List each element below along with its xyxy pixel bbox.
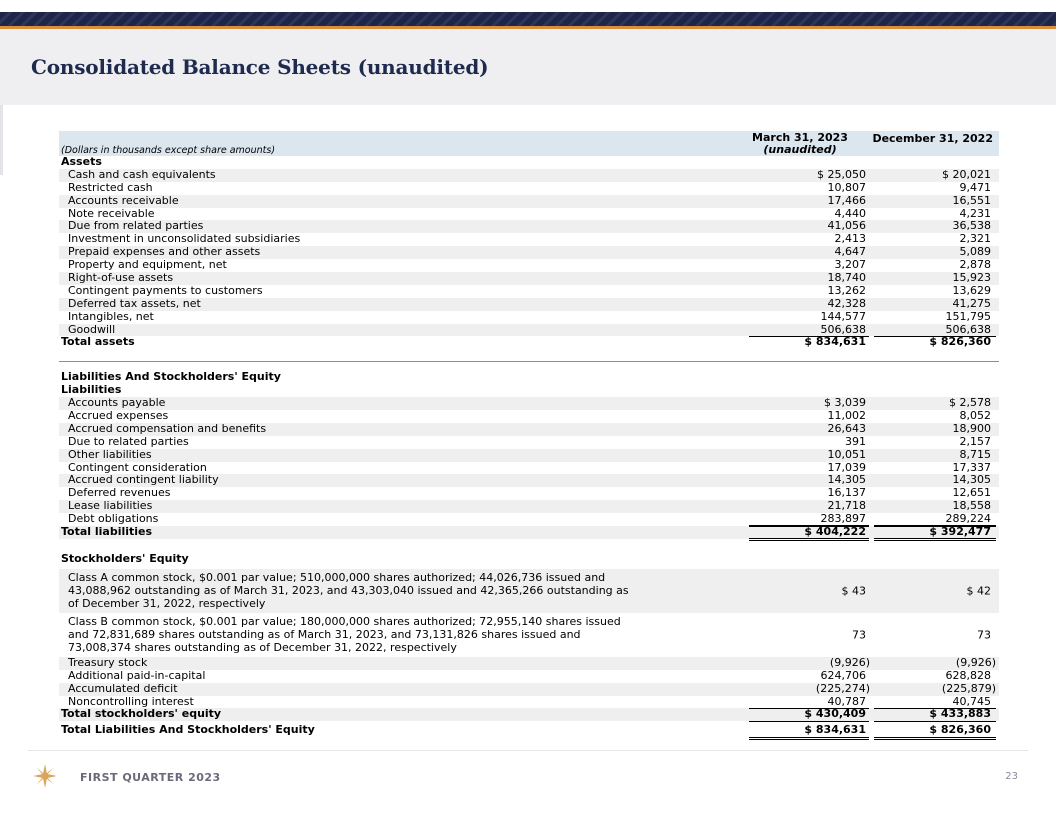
- value-march-2023: 506,638: [820, 322, 866, 336]
- left-edge-decoration: [0, 105, 3, 175]
- class-b-stock-row: [59, 613, 999, 657]
- value-march-2023: 40,787: [827, 694, 866, 708]
- section-heading-assets: [59, 156, 999, 169]
- value-march-2023: 3,207: [834, 258, 866, 272]
- value-dec-2022: 73: [977, 628, 991, 642]
- section-label: Liabilities: [61, 383, 122, 397]
- underline: [874, 721, 996, 722]
- value-march-2023: $ 430,409: [804, 707, 866, 721]
- table-row: [59, 285, 999, 298]
- footer-divider: [28, 750, 1028, 751]
- value-dec-2022: $ 392,477: [929, 525, 991, 539]
- row-label: Class B common stock, $0.001 par value; 180,000,000 shares authorized; 72,955,140 shares issued and 72,831,689 shares outstanding as of March 31, 2023, and 73,131,826 shares issued and 73,008,374 shares outstanding as of December 31, 2022, respectively: [68, 614, 621, 654]
- value-march-2023: 16,137: [827, 486, 866, 500]
- value-march-2023: $ 3,039: [824, 396, 866, 410]
- table-row: [59, 311, 999, 324]
- top-banner-stripe: [0, 12, 1056, 26]
- value-march-2023: 4,647: [834, 245, 866, 259]
- row-label: Accrued compensation and benefits: [68, 421, 267, 435]
- value-dec-2022: 2,321: [959, 232, 991, 246]
- value-march-2023: $ 43: [841, 584, 866, 598]
- value-march-2023: $ 25,050: [817, 167, 866, 181]
- value-dec-2022: 5,089: [959, 245, 991, 259]
- total-liabilities-row: [59, 526, 999, 539]
- value-march-2023: 26,643: [827, 421, 866, 435]
- value-dec-2022: $ 42: [966, 584, 991, 598]
- value-dec-2022: $ 433,883: [929, 707, 991, 721]
- value-march-2023: 42,328: [827, 296, 866, 310]
- assets-rows: [59, 169, 999, 337]
- col1-title: March 31, 2023: [752, 131, 848, 144]
- value-dec-2022: 4,231: [959, 206, 991, 220]
- page-title: Consolidated Balance Sheets (unaudited): [31, 55, 489, 79]
- balance-sheet-table: [59, 131, 999, 737]
- value-march-2023: 18,740: [827, 271, 866, 285]
- equity-rows: [59, 657, 999, 709]
- value-dec-2022: 16,551: [952, 193, 991, 207]
- total-equity-row: [59, 708, 999, 721]
- underline: [749, 721, 869, 722]
- row-label: Noncontrolling interest: [68, 694, 194, 708]
- value-dec-2022: 12,651: [952, 486, 991, 500]
- double-underline: [749, 737, 869, 740]
- value-dec-2022: 40,745: [952, 694, 991, 708]
- value-dec-2022: 2,878: [959, 258, 991, 272]
- row-label: Other liabilities: [68, 447, 152, 461]
- value-march-2023: 13,262: [827, 283, 866, 297]
- table-header: [59, 131, 999, 156]
- row-label: Total assets: [61, 335, 135, 349]
- table-row: [59, 272, 999, 285]
- row-label: Intangibles, net: [68, 309, 154, 323]
- table-row: [59, 657, 999, 670]
- value-march-2023: 10,807: [827, 180, 866, 194]
- row-label: Treasury stock: [68, 655, 148, 669]
- value-dec-2022: $ 20,021: [942, 167, 991, 181]
- total-liabilities-equity-row: [59, 724, 999, 737]
- table-row: [59, 410, 999, 423]
- value-dec-2022: 628,828: [945, 668, 991, 682]
- value-march-2023: 4,440: [834, 206, 866, 220]
- row-label: Due to related parties: [68, 434, 189, 448]
- value-dec-2022: 41,275: [952, 296, 991, 310]
- row-label: Goodwill: [68, 322, 116, 336]
- row-label: Prepaid expenses and other assets: [68, 245, 261, 259]
- row-label: Class A common stock, $0.001 par value; 510,000,000 shares authorized; 44,026,736 issued and 43,088,962 outstanding as of March 31, 2023, and 43,303,040 issued and 42,365,266 outstanding as of December 31, 2022, respectively: [68, 570, 629, 610]
- value-dec-2022: 506,638: [945, 322, 991, 336]
- double-underline: [874, 737, 996, 740]
- row-label: Total Liabilities And Stockholders' Equity: [61, 723, 315, 737]
- value-march-2023: 624,706: [820, 668, 866, 682]
- table-row: [59, 182, 999, 195]
- value-dec-2022: $ 826,360: [929, 723, 991, 737]
- row-label: Deferred revenues: [68, 486, 171, 500]
- page-number: 23: [1005, 771, 1018, 782]
- value-dec-2022: 8,715: [959, 447, 991, 461]
- table-row: [59, 298, 999, 311]
- value-dec-2022: 36,538: [952, 219, 991, 233]
- value-march-2023: 2,413: [834, 232, 866, 246]
- row-label: Cash and cash equivalents: [68, 167, 216, 181]
- table-row: [59, 449, 999, 462]
- row-label: Accrued expenses: [68, 409, 169, 423]
- col1-subtitle: (unaudited): [763, 143, 837, 156]
- value-dec-2022: (9,926): [955, 655, 996, 669]
- total-assets-row: [59, 336, 999, 349]
- value-dec-2022: (225,879): [941, 681, 996, 695]
- company-logo-icon: [32, 763, 58, 789]
- value-march-2023: 73: [852, 628, 866, 642]
- row-label: Total liabilities: [61, 525, 153, 539]
- row-label: Property and equipment, net: [68, 258, 227, 272]
- table-row: [59, 670, 999, 683]
- units-note: (Dollars in thousands except share amounts): [61, 145, 276, 156]
- footer-label: FIRST QUARTER 2023: [80, 771, 221, 784]
- row-label: Contingent consideration: [68, 460, 207, 474]
- value-march-2023: 21,718: [827, 499, 866, 513]
- section-heading-liabilities-equity: [59, 371, 999, 384]
- value-march-2023: 10,051: [827, 447, 866, 461]
- value-dec-2022: 18,900: [952, 421, 991, 435]
- value-dec-2022: 18,558: [952, 499, 991, 513]
- row-label: Accumulated deficit: [68, 681, 178, 695]
- row-label: Restricted cash: [68, 180, 153, 194]
- value-march-2023: 391: [845, 434, 866, 448]
- value-dec-2022: 15,923: [952, 271, 991, 285]
- value-march-2023: 11,002: [827, 409, 866, 423]
- row-label: Accounts payable: [68, 396, 166, 410]
- row-label: Contingent payments to customers: [68, 283, 263, 297]
- row-label: Deferred tax assets, net: [68, 296, 201, 310]
- col-header-dec-2022: December 31, 2022: [872, 132, 993, 145]
- value-dec-2022: 9,471: [959, 180, 991, 194]
- row-label: Due from related parties: [68, 219, 204, 233]
- row-label: Accounts receivable: [68, 193, 179, 207]
- value-march-2023: 283,897: [820, 512, 866, 526]
- value-dec-2022: $ 826,360: [929, 335, 991, 349]
- value-march-2023: 14,305: [827, 473, 866, 487]
- section-separator: [59, 361, 999, 362]
- table-row: [59, 436, 999, 449]
- section-label: Stockholders' Equity: [61, 551, 189, 565]
- value-dec-2022: 289,224: [945, 512, 991, 526]
- value-march-2023: $ 404,222: [804, 525, 866, 539]
- value-dec-2022: 13,629: [952, 283, 991, 297]
- spacer: [59, 349, 999, 371]
- value-dec-2022: 2,157: [959, 434, 991, 448]
- row-label: Additional paid-in-capital: [68, 668, 206, 682]
- table-row: [59, 423, 999, 436]
- section-label: Liabilities And Stockholders' Equity: [61, 370, 281, 384]
- table-row: [59, 195, 999, 208]
- row-label: Note receivable: [68, 206, 155, 220]
- value-dec-2022: $ 2,578: [949, 396, 991, 410]
- value-dec-2022: 151,795: [945, 309, 991, 323]
- row-label: Lease liabilities: [68, 499, 153, 513]
- row-label: Investment in unconsolidated subsidiaries: [68, 232, 301, 246]
- row-label: Total stockholders' equity: [61, 707, 222, 721]
- value-march-2023: 41,056: [827, 219, 866, 233]
- value-dec-2022: 8,052: [959, 409, 991, 423]
- row-label: Accrued contingent liability: [68, 473, 219, 487]
- section-label: Assets: [61, 155, 102, 168]
- value-march-2023: 17,466: [827, 193, 866, 207]
- table-row: [59, 683, 999, 696]
- table-row: [59, 169, 999, 182]
- value-march-2023: $ 834,631: [804, 335, 866, 349]
- double-underline: [749, 538, 869, 541]
- value-dec-2022: 17,337: [952, 460, 991, 474]
- row-label: Right-of-use assets: [68, 271, 174, 285]
- class-a-stock-row: [59, 569, 999, 613]
- liabilities-rows: [59, 397, 999, 526]
- value-march-2023: $ 834,631: [804, 723, 866, 737]
- value-march-2023: (225,274): [815, 681, 870, 695]
- double-underline: [874, 538, 996, 541]
- value-march-2023: (9,926): [829, 655, 870, 669]
- value-dec-2022: 14,305: [952, 473, 991, 487]
- row-label: Debt obligations: [68, 512, 159, 526]
- value-march-2023: 144,577: [820, 309, 866, 323]
- col-header-march-2023: [745, 132, 855, 156]
- section-heading-equity: [59, 553, 999, 566]
- value-march-2023: 17,039: [827, 460, 866, 474]
